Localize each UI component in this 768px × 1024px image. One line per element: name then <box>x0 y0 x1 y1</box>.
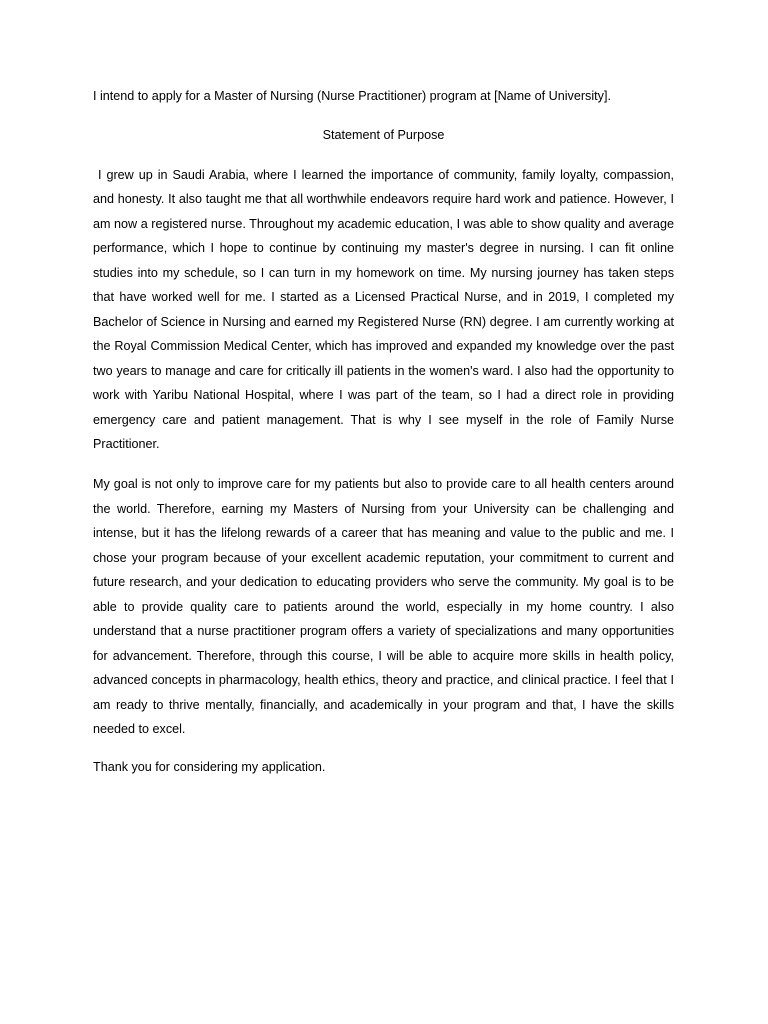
intro-line: I intend to apply for a Master of Nursing (Nurse Practitioner) program at [Name of University]. <box>93 89 611 103</box>
closing-line: Thank you for considering my application. <box>93 760 326 775</box>
paragraph-background: I grew up in Saudi Arabia, where I learned the importance of community, family loyalty, compassion, and honesty. It also taught me that all worthwhile endeavors require hard work and patience. However, I am now a registered nurse. Throughout my academic education, I was able to show quality and average performance, which I hope to continue by continuing my master's degree in nursing. I can fit online studies into my schedule, so I can turn in my homework on time. My nursing journey has taken steps that have worked well for me. I started as a Licensed Practical Nurse, and in 2019, I completed my Bachelor of Science in Nursing and earned my Registered Nurse (RN) degree. I am currently working at the Royal Commission Medical Center, which has improved and expanded my knowledge over the past two years to manage and care for critically ill patients in the women's ward. I also had the opportunity to work with Yaribu National Hospital, where I was part of the team, so I had a direct role in providing emergency care and patient management. That is why I see myself in the role of Family Nurse Practitioner. <box>93 168 678 451</box>
document-body <box>93 86 678 777</box>
paragraph-goals: My goal is not only to improve care for my patients but also to provide care to all health centers around the world. Therefore, earning my Masters of Nursing from your University can be challenging and intense, but it has the lifelong rewards of a career that has meaning and value to the public and me. I chose your program because of your excellent academic reputation, your commitment to current and future research, and your dedication to educating providers who serve the community. My goal is to be able to provide quality care to patients around the world, especially in my home country. I also understand that a nurse practitioner program offers a variety of specializations and many opportunities for advancement. Therefore, through this course, I will be able to acquire more skills in health policy, advanced concepts in pharmacology, health ethics, theory and practice, and clinical practice. I feel that I am ready to thrive mentally, financially, and academically in your program and that, I have the skills needed to excel. <box>93 477 674 736</box>
document-title: Statement of Purpose <box>322 128 445 142</box>
